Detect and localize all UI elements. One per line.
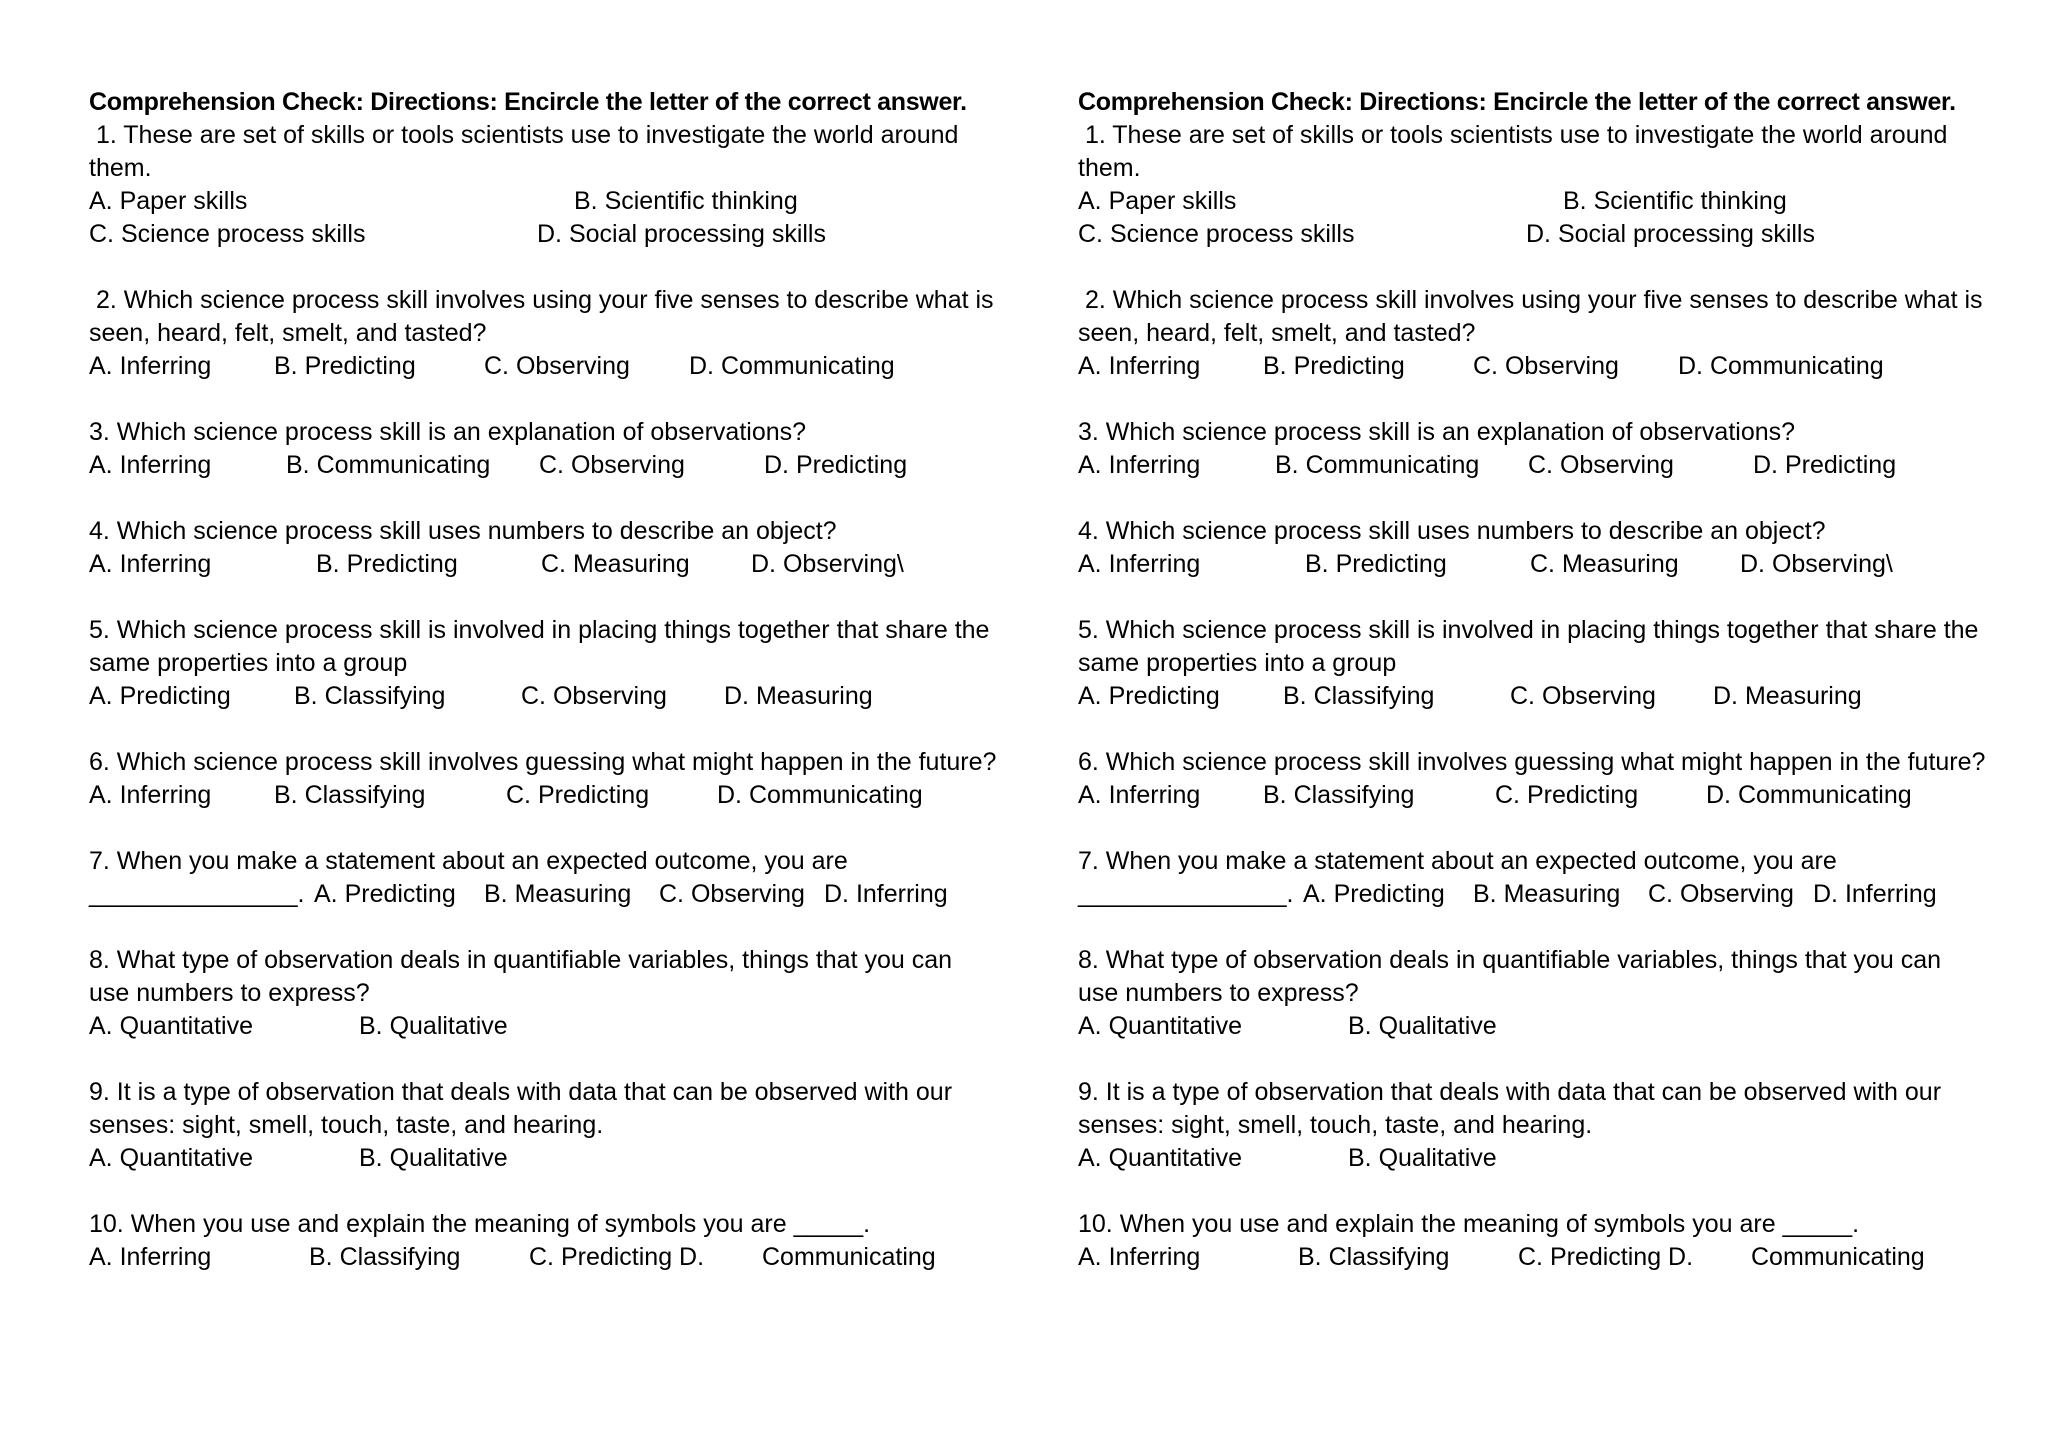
answer-options-row [1078, 878, 2018, 911]
answer-options-row [1078, 350, 2018, 383]
answer-option[interactable]: C. Measuring [1530, 550, 1679, 578]
answer-option[interactable]: A. Quantitative [1078, 1144, 1242, 1172]
answer-options-row [1078, 548, 2018, 581]
answer-options-row [89, 449, 1029, 482]
answer-option[interactable]: A. Inferring [1078, 1243, 1201, 1271]
question-text: 6. Which science process skill involves guessing what might happen in the future? [1078, 748, 1986, 776]
answer-option[interactable]: D. Observing\ [751, 550, 904, 578]
answer-option[interactable]: B. Qualitative [1348, 1012, 1497, 1040]
answer-options-row [1078, 1142, 2018, 1175]
answer-option[interactable]: A. Quantitative [1078, 1012, 1242, 1040]
answer-options-row [89, 548, 1029, 581]
answer-option[interactable]: D. Communicating [1706, 781, 1912, 809]
answer-option[interactable]: Communicating [762, 1243, 936, 1271]
answer-option[interactable]: A. Predicting [1303, 880, 1445, 908]
question-text: use numbers to express? [1078, 979, 1359, 1007]
question-7 [89, 845, 1029, 911]
question-text: them. [89, 154, 152, 182]
answer-options-row [89, 185, 1029, 218]
answer-option[interactable]: B. Scientific thinking [1563, 187, 1787, 215]
answer-option[interactable]: B. Classifying [1263, 781, 1415, 809]
answer-options-row [89, 779, 1029, 812]
question-text: 10. When you use and explain the meaning of symbols you are _____. [1078, 1210, 1860, 1238]
worksheet-column-left [89, 86, 1029, 1307]
answer-option[interactable]: A. Inferring [89, 550, 212, 578]
answer-options-row [89, 218, 1029, 251]
answer-option[interactable]: D. Social processing skills [1526, 220, 1815, 248]
question-2 [1078, 284, 2018, 383]
question-5 [1078, 614, 2018, 713]
question-text: 1. These are set of skills or tools scientists use to investigate the world around [89, 121, 959, 149]
question-text: same properties into a group [1078, 649, 1397, 677]
answer-option[interactable]: B. Qualitative [359, 1144, 508, 1172]
question-text: 5. Which science process skill is involved in placing things together that share the [89, 616, 990, 644]
question-10 [89, 1208, 1029, 1274]
answer-option[interactable]: B. Predicting [274, 352, 416, 380]
answer-options-row [1078, 1241, 2018, 1274]
answer-options-row [89, 350, 1029, 383]
answer-option[interactable]: B. Classifying [1298, 1243, 1450, 1271]
question-3 [1078, 416, 2018, 482]
question-text: use numbers to express? [89, 979, 370, 1007]
answer-blank: _______________. [1078, 880, 1294, 908]
answer-option[interactable]: A. Inferring [1078, 781, 1201, 809]
answer-option[interactable]: D. Communicating [717, 781, 923, 809]
question-2 [89, 284, 1029, 383]
question-text: 8. What type of observation deals in quantifiable variables, things that you can [89, 946, 953, 974]
question-1 [1078, 119, 2018, 251]
question-text: 2. Which science process skill involves using your five senses to describe what is [89, 286, 994, 314]
answer-option[interactable]: D. Measuring [1713, 682, 1862, 710]
answer-option[interactable]: C. Observing [484, 352, 630, 380]
answer-option[interactable]: B. Predicting [316, 550, 458, 578]
question-text: 9. It is a type of observation that deals with data that can be observed with our [1078, 1078, 1942, 1106]
question-text: 10. When you use and explain the meaning of symbols you are _____. [89, 1210, 871, 1238]
question-text: same properties into a group [89, 649, 408, 677]
answer-option[interactable]: C. Measuring [541, 550, 690, 578]
answer-option[interactable]: B. Predicting [1305, 550, 1447, 578]
answer-option[interactable]: A. Inferring [89, 1243, 212, 1271]
answer-option[interactable]: Communicating [1751, 1243, 1925, 1271]
answer-option[interactable]: C. Predicting D. [529, 1243, 705, 1271]
question-text: 5. Which science process skill is involved in placing things together that share the [1078, 616, 1979, 644]
question-8 [89, 944, 1029, 1043]
answer-option[interactable]: C. Observing [1528, 451, 1674, 479]
question-text: 3. Which science process skill is an explanation of observations? [1078, 418, 1796, 446]
answer-option[interactable]: D. Inferring [1813, 880, 1937, 908]
answer-option[interactable]: B. Classifying [274, 781, 426, 809]
question-text: 7. When you make a statement about an expected outcome, you are [1078, 847, 1837, 875]
question-8 [1078, 944, 2018, 1043]
answer-option[interactable]: A. Predicting [89, 682, 231, 710]
answer-option[interactable]: C. Observing [1648, 880, 1794, 908]
question-text: senses: sight, smell, touch, taste, and hearing. [1078, 1111, 1593, 1139]
answer-option[interactable]: B. Classifying [309, 1243, 461, 1271]
answer-option[interactable]: C. Observing [1510, 682, 1656, 710]
answer-options-row [89, 680, 1029, 713]
answer-options-row [89, 878, 1029, 911]
answer-option[interactable]: B. Measuring [1473, 880, 1621, 908]
question-4 [1078, 515, 2018, 581]
question-10 [1078, 1208, 2018, 1274]
answer-option[interactable]: B. Communicating [286, 451, 491, 479]
answer-option[interactable]: B. Measuring [484, 880, 632, 908]
question-text: 8. What type of observation deals in quantifiable variables, things that you can [1078, 946, 1942, 974]
question-text: senses: sight, smell, touch, taste, and hearing. [89, 1111, 604, 1139]
answer-option[interactable]: A. Predicting [314, 880, 456, 908]
answer-option[interactable]: A. Inferring [89, 781, 212, 809]
worksheet-column-right [1078, 86, 2018, 1307]
answer-option[interactable]: A. Predicting [1078, 682, 1220, 710]
answer-option[interactable]: D. Communicating [689, 352, 895, 380]
question-text: 3. Which science process skill is an explanation of observations? [89, 418, 807, 446]
answer-option[interactable]: C. Observing [659, 880, 805, 908]
answer-option[interactable]: C. Observing [539, 451, 685, 479]
answer-options-row [89, 1241, 1029, 1274]
answer-option[interactable]: B. Scientific thinking [574, 187, 798, 215]
answer-option[interactable]: A. Quantitative [89, 1144, 253, 1172]
answer-options-row [1078, 449, 2018, 482]
question-text: 1. These are set of skills or tools scientists use to investigate the world around [1078, 121, 1948, 149]
answer-options-row [89, 1142, 1029, 1175]
question-6 [1078, 746, 2018, 812]
question-3 [89, 416, 1029, 482]
answer-option[interactable]: C. Predicting D. [1518, 1243, 1694, 1271]
answer-option[interactable]: C. Observing [1473, 352, 1619, 380]
answer-options-row [1078, 680, 2018, 713]
answer-option[interactable]: C. Observing [521, 682, 667, 710]
answer-option[interactable]: B. Qualitative [359, 1012, 508, 1040]
answer-options-row [1078, 1010, 2018, 1043]
answer-option[interactable]: C. Science process skills [1078, 220, 1355, 248]
answer-option[interactable]: D. Communicating [1678, 352, 1884, 380]
answer-options-row [1078, 218, 2018, 251]
answer-option[interactable]: B. Classifying [1283, 682, 1435, 710]
answer-option[interactable]: A. Inferring [89, 352, 212, 380]
answer-option[interactable]: C. Predicting [506, 781, 650, 809]
question-text: 4. Which science process skill uses numbers to describe an object? [1078, 517, 1826, 545]
question-4 [89, 515, 1029, 581]
answer-option[interactable]: A. Inferring [89, 451, 212, 479]
answer-option[interactable]: A. Quantitative [89, 1012, 253, 1040]
answer-option[interactable]: D. Predicting [1753, 451, 1897, 479]
question-text: 6. Which science process skill involves guessing what might happen in the future? [89, 748, 997, 776]
question-9 [1078, 1076, 2018, 1175]
answer-option[interactable]: A. Inferring [1078, 352, 1201, 380]
answer-option[interactable]: C. Predicting [1495, 781, 1639, 809]
answer-option[interactable]: A. Paper skills [1078, 187, 1237, 215]
answer-option[interactable]: A. Inferring [1078, 550, 1201, 578]
answer-option[interactable]: C. Science process skills [89, 220, 366, 248]
question-text: them. [1078, 154, 1141, 182]
question-7 [1078, 845, 2018, 911]
answer-options-row [1078, 185, 2018, 218]
question-text: seen, heard, felt, smelt, and tasted? [1078, 319, 1476, 347]
question-6 [89, 746, 1029, 812]
answer-options-row [89, 1010, 1029, 1043]
question-text: 2. Which science process skill involves using your five senses to describe what is [1078, 286, 1983, 314]
question-text: 7. When you make a statement about an expected outcome, you are [89, 847, 848, 875]
answer-option[interactable]: B. Predicting [1263, 352, 1405, 380]
answer-blank: _______________. [89, 880, 305, 908]
question-9 [89, 1076, 1029, 1175]
question-text: 4. Which science process skill uses numbers to describe an object? [89, 517, 837, 545]
answer-option[interactable]: D. Measuring [724, 682, 873, 710]
question-text: 9. It is a type of observation that deals with data that can be observed with our [89, 1078, 953, 1106]
question-5 [89, 614, 1029, 713]
answer-option[interactable]: A. Inferring [1078, 451, 1201, 479]
answer-option[interactable]: D. Inferring [824, 880, 948, 908]
answer-option[interactable]: B. Qualitative [1348, 1144, 1497, 1172]
answer-option[interactable]: B. Communicating [1275, 451, 1480, 479]
answer-option[interactable]: B. Classifying [294, 682, 446, 710]
worksheet-heading: Comprehension Check: Directions: Encircle the letter of the correct answer. [1078, 88, 1956, 116]
answer-options-row [1078, 779, 2018, 812]
question-1 [89, 119, 1029, 251]
answer-option[interactable]: D. Social processing skills [537, 220, 826, 248]
answer-option[interactable]: D. Observing\ [1740, 550, 1893, 578]
question-text: seen, heard, felt, smelt, and tasted? [89, 319, 487, 347]
answer-option[interactable]: D. Predicting [764, 451, 908, 479]
worksheet-heading: Comprehension Check: Directions: Encircle the letter of the correct answer. [89, 88, 967, 116]
answer-option[interactable]: A. Paper skills [89, 187, 248, 215]
